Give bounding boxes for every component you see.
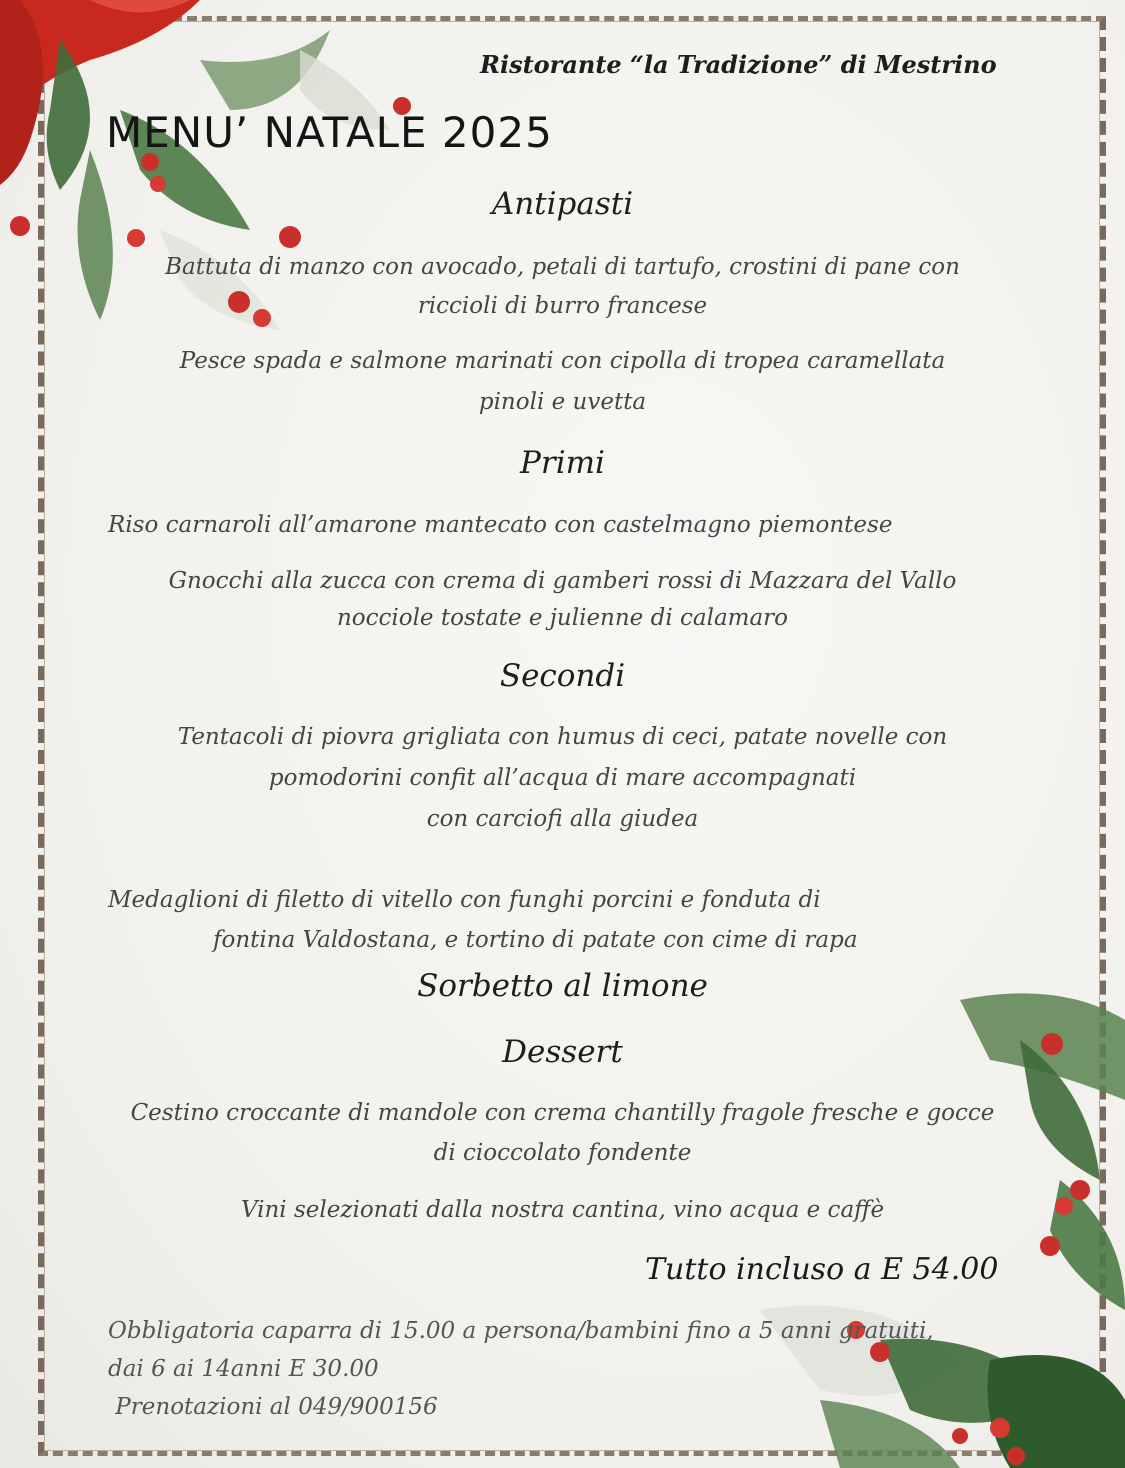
children-price-note: dai 6 ai 14anni E 30.00	[108, 1356, 379, 1382]
section-title-secondi: Secondi	[499, 658, 626, 694]
menu-item-line: con carciofi alla giudea	[426, 806, 699, 832]
menu-item-line: nocciole tostate e julienne di calamaro	[336, 605, 789, 631]
menu-item-line: fontina Valdostana, e tortino di patate con cime di rapa	[213, 927, 858, 953]
restaurant-name: Ristorante “la Tradizione” di Mestrino	[480, 50, 997, 79]
menu-item-line: Vini selezionati dalla nostra cantina, vino acqua e caffè	[240, 1197, 885, 1223]
booking-phone: Prenotazioni al 049/900156	[108, 1394, 438, 1420]
menu-item-line: di cioccolato fondente	[433, 1140, 692, 1166]
menu-item-line: Riso carnaroli all’amarone mantecato con castelmagno piemontese	[108, 512, 893, 538]
menu-item-line: Medaglioni di filetto di vitello con funghi porcini e fonduta di	[108, 887, 821, 913]
section-title-sorbetto: Sorbetto al limone	[417, 968, 708, 1004]
deposit-note: Obbligatoria caparra di 15.00 a persona/bambini fino a 5 anni gratuiti,	[108, 1318, 934, 1344]
menu-item-line: pomodorini confit all’acqua di mare accompagnati	[268, 765, 857, 791]
menu-item-line: Battuta di manzo con avocado, petali di tartufo, crostini di pane con	[165, 254, 960, 280]
page-title: MENU’ NATALE 2025	[106, 108, 553, 157]
section-title-dessert: Dessert	[502, 1034, 623, 1070]
section-title-antipasti: Antipasti	[491, 186, 634, 222]
section-title-primi: Primi	[520, 445, 605, 481]
menu-item-line: riccioli di burro francese	[417, 293, 708, 319]
menu-item-line: pinoli e uvetta	[478, 389, 647, 415]
menu-item-line: Cestino croccante di mandole con crema chantilly fragole fresche e gocce	[130, 1100, 995, 1126]
menu-item-line: Pesce spada e salmone marinati con cipolla di tropea caramellata	[179, 348, 946, 374]
menu-item-line: Tentacoli di piovra grigliata con humus di ceci, patate novelle con	[177, 724, 948, 750]
price-total: Tutto incluso a E 54.00	[645, 1252, 999, 1287]
menu-item-line: Gnocchi alla zucca con crema di gamberi rossi di Mazzara del Vallo	[168, 568, 957, 594]
